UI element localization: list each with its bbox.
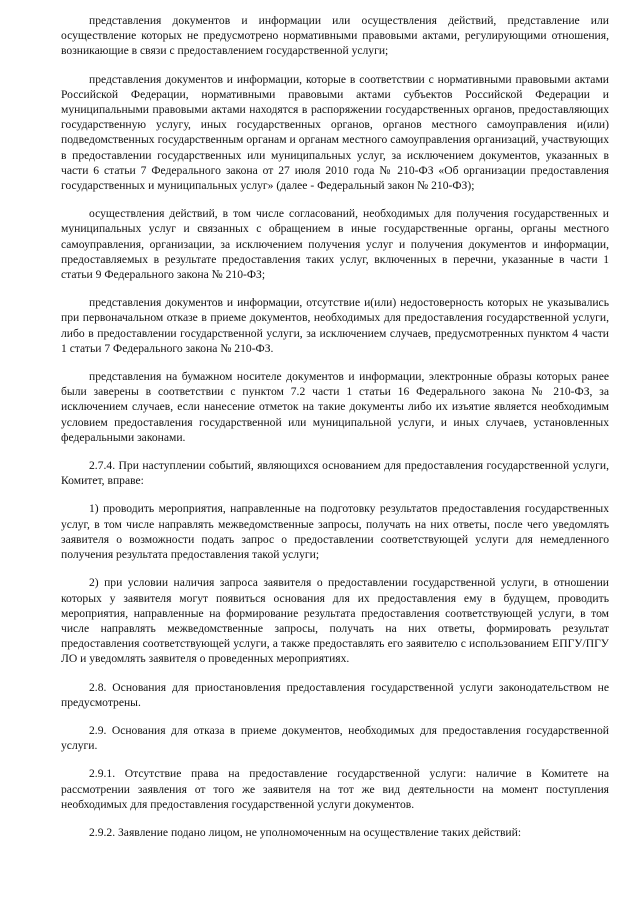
clause-2-7-4-item-1: 1) проводить мероприятия, направленные на подготовку результатов предоставления государственных услуг, в том числе направлять межведомственные запросы, получать на них ответы, после чего уведомлять заявителя о возможности подать запрос о предоставлении соответствующей услуги для немедленного получения результата предоставления такой услуги; [61,502,609,562]
clause-2-9-2: 2.9.2. Заявление подано лицом, не уполномоченным на осуществление таких действий: [89,825,522,839]
clause-2-7-4-item-2: 2) при условии наличия запроса заявителя о предоставлении государственной услуги, в отношении которых у заявителя могут появиться основания для их предоставления ему в будущем, проводить мероприятия, направленные на формирование результата предоставления соответствующей услуги, в том числе направлять межведомственные запросы, получать на них ответы, формировать результат предоставления соответствующей услуги, а также предоставлять его заявителю с использованием ЕПГУ/ПГУ ЛО и уведомлять заявителя о проведенных мероприятиях. [61,576,609,666]
clause-2-7-4: 2.7.4. При наступлении событий, являющихся основанием для предоставления государственной услуги, Комитет, вправе: [61,459,609,488]
clause-2-9: 2.9. Основания для отказа в приеме документов, необходимых для предоставления государственной услуги. [61,723,609,753]
paragraph-docs-not-indicated: представления документов и информации, отсутствие и(или) недостоверность которых не указывались при первоначальном отказе в приеме документов, необходимых для предоставления государственной услуги, либо в предоставлении государственной услуги, за исключением случаев, предусмотренных пунктом 4 части 1 статьи 7 Федерального закона № 210-ФЗ. [61,296,609,355]
clause-2-9-1: 2.9.1. Отсутствие права на предоставление государственной услуги: наличие в Комитете на рассмотрении заявления от того же заявителя на тот же вид деятельности на момент поступления необходимых для предоставления государственной услуги документов. [61,767,609,811]
paragraph-docs-not-required: представления документов и информации или осуществления действий, представление или осуществление которых не предусмотрено нормативными правовыми актами, регулирующими отношения, возникающие в связи с предоставлением государственной услуги; [61,14,609,58]
paragraph-actions-approvals: осуществления действий, в том числе согласований, необходимых для получения государственных и муниципальных услуг и связанных с обращением в иные государственные органы, органы местного самоуправления, организации, за исключением получения услуг и получения документов и информации, предоставляемых в результате предоставления таких услуг, включенных в перечни, указанные в части 1 статьи 9 Федерального закона № 210-ФЗ; [61,207,609,282]
paragraph-paper-documents: представления на бумажном носителе документов и информации, электронные образы которых ранее были заверены в соответствии с пунктом 7.2 части 1 статьи 16 Федерального закона № 210-ФЗ, за исключением случаев, если нанесение отметок на такие документы либо их изъятие является необходимым условием предоставления государственной или муниципальной услуги, и иных случаев, установленных федеральными законами. [61,370,609,444]
paragraph-docs-held-by-agencies: представления документов и информации, которые в соответствии с нормативными правовыми актами Российской Федерации, нормативными правовыми актами субъектов Российской Федерации и муниципальными правовыми актами находятся в распоряжении государственных органов, предоставляющих государственную услугу, иных государственных органов, органов местного самоуправления и(или) подведомственных государственным органам и органам местного самоуправления организаций, участвующих в предоставлении государственных или муниципальных услуг, за исключением документов, указанных в части 6 статьи 7 Федерального закона от 27 июля 2010 года № 210-ФЗ «Об организации предоставления государственных и муниципальных услуг» (далее - Федеральный закон № 210-ФЗ); [61,72,609,193]
clause-2-8: 2.8. Основания для приостановления предоставления государственной услуги законодательством не предусмотрены. [61,680,609,709]
